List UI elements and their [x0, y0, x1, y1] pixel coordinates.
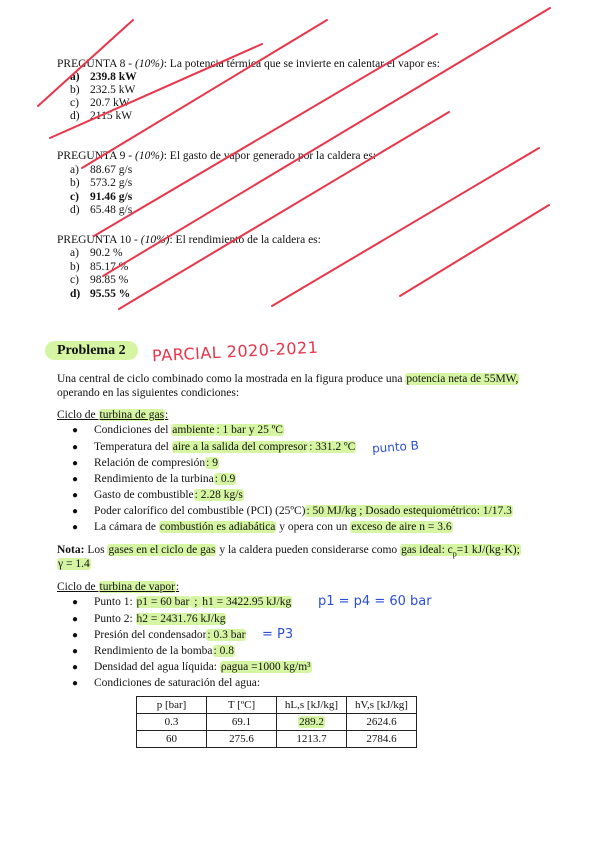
table-cell: 60: [137, 731, 207, 748]
option-value: 85.17 %: [90, 261, 129, 273]
highlight: : 1 bar y 25 ºC: [216, 424, 283, 436]
gas-bullet-turbine-efficiency: [72, 473, 236, 485]
gas-bullet-compression-ratio: [72, 457, 219, 469]
gas-bullet-compressor-temp: [72, 441, 356, 453]
question-10-title: PREGUNTA 10 -: [57, 234, 141, 246]
bullet-icon: ●: [72, 425, 79, 436]
text: Densidad del agua líquida:: [94, 661, 220, 673]
highlight: p1 = 60 bar: [136, 596, 190, 608]
vapor-bullet-pump: [72, 645, 235, 657]
bullet-icon: ●: [72, 522, 79, 533]
option-value: 90.2 %: [90, 247, 123, 259]
option-value: 20.7 kW: [90, 97, 130, 109]
subscript: p: [452, 549, 457, 559]
table-cell: 0.3: [137, 714, 207, 731]
option-label: c): [70, 191, 79, 203]
vapor-bullet-point-1: [72, 596, 292, 608]
heading-colon: :: [175, 581, 180, 593]
bullet-icon: ●: [72, 630, 79, 641]
table-cell: 1213.7: [277, 731, 347, 748]
option-value: 232.5 kW: [90, 84, 136, 96]
gas-cycle-heading: [57, 409, 168, 421]
text: Punto 2:: [94, 613, 136, 625]
table-header: hL,s [kJ/kg]: [277, 697, 347, 714]
option-label: a): [70, 164, 79, 176]
vapor-bullet-point-2: [72, 613, 226, 625]
bullet-icon: ●: [72, 646, 79, 657]
text: Rendimiento de la turbina: [94, 473, 214, 485]
table-cell: 69.1: [207, 714, 277, 731]
text: Poder calorífico del combustible (PCI) (25ºC): [94, 505, 306, 517]
option-value: 573.2 g/s: [90, 177, 133, 189]
vapor-bullet-saturation: [72, 677, 260, 689]
bullet-icon: ●: [72, 442, 79, 453]
option-value: 2115 kW: [90, 110, 133, 122]
question-10-text: : El rendimiento de la caldera es:: [169, 234, 321, 246]
bullet-icon: ●: [72, 614, 79, 625]
problem-title-pill: Problema 2: [45, 341, 138, 360]
option-label: b): [70, 177, 80, 189]
bullet-icon: ●: [72, 490, 79, 501]
gas-bullet-combustion: [72, 521, 453, 533]
option-label: a): [70, 247, 79, 259]
option-label: c): [70, 97, 79, 109]
text: Punto 1:: [94, 596, 136, 608]
option-value: 91.46 g/s: [90, 191, 133, 203]
note-line-2: [57, 558, 91, 570]
heading-text: Ciclo de: [57, 409, 99, 421]
handwritten-note-p1: p1 = p4 = 60 bar: [318, 594, 432, 609]
note-label: Nota:: [57, 544, 85, 556]
intro-text: Una central de ciclo combinado como la mostrada en la figura produce una: [57, 373, 406, 385]
heading-highlight: turbina de vapor: [99, 581, 175, 593]
problem-title: [45, 343, 138, 359]
cross-out-stroke: [94, 34, 437, 236]
highlight: : 9: [206, 457, 218, 469]
table-row: [137, 731, 417, 748]
highlight: combustión es adiabática: [159, 521, 276, 533]
table-header: p [bar]: [137, 697, 207, 714]
bullet-icon: ●: [72, 597, 79, 608]
highlight-gas-ideal: [400, 544, 521, 559]
table-cell: 2784.6: [347, 731, 417, 748]
question-8-weight: (10%): [134, 58, 164, 70]
highlight: : 0.3 bar: [207, 629, 246, 641]
option-value: 88.67 g/s: [90, 164, 133, 176]
vapor-bullet-condenser: [72, 629, 246, 641]
text: y opera con un: [276, 521, 351, 533]
question-10-weight: (10%): [140, 234, 170, 246]
table-header: hV,s [kJ/kg]: [347, 697, 417, 714]
highlight: h2 = 2431.76 kJ/kg: [136, 613, 226, 625]
table-header-row: [137, 697, 417, 714]
bullet-icon: ●: [72, 506, 79, 517]
vapor-cycle-heading: [57, 581, 179, 593]
gas-bullet-fuel-flow: [72, 489, 244, 501]
option-label: d): [70, 288, 81, 300]
cross-out-stroke: [82, 20, 327, 168]
cross-out-stroke: [38, 20, 136, 106]
option-label: a): [70, 71, 80, 83]
highlight: exceso de aire n = 3.6: [351, 521, 452, 533]
text: gas ideal: c: [401, 544, 453, 556]
bullet-icon: ●: [72, 458, 79, 469]
highlight: ambiente: [172, 424, 215, 436]
option-label: c): [70, 274, 79, 286]
highlight: ;: [191, 596, 201, 608]
cross-out-stroke: [119, 112, 449, 309]
question-9-title: PREGUNTA 9 -: [57, 150, 135, 162]
gas-bullet-ambient: [72, 424, 284, 436]
highlight: : 50 MJ/kg ; Dosado estequiométrico: 1/17.3: [306, 505, 512, 517]
table-header: T [ºC]: [207, 697, 277, 714]
table-cell-highlighted: [277, 714, 347, 731]
highlight: : 2.28 kg/s: [194, 489, 243, 501]
option-value: 95.55 %: [90, 288, 131, 300]
gas-bullet-heating-value: [72, 505, 513, 517]
bullet-icon: ●: [72, 474, 79, 485]
cross-out-stroke: [103, 8, 550, 276]
bullet-icon: ●: [72, 662, 79, 673]
highlight: ρagua =1000 kg/m³: [220, 661, 311, 673]
problem-intro-line-2: operando en las siguientes condiciones:: [57, 387, 240, 399]
question-8-text: : La potencia térmica que se invierte en calentar el vapor es:: [163, 58, 440, 70]
bullet-icon: ●: [72, 678, 79, 689]
text: Condiciones de saturación del agua:: [94, 677, 261, 689]
problem-intro-line-1: [57, 373, 519, 385]
question-8-title: PREGUNTA 8 -: [57, 58, 135, 70]
option-label: b): [70, 261, 80, 273]
cross-out-stroke: [272, 148, 539, 306]
highlight: : 0.9: [214, 473, 236, 485]
vapor-bullet-density: [72, 661, 312, 673]
text: Presión del condensador: [94, 629, 207, 641]
question-9-text: : El gasto de vapor generado por la caldera es:: [163, 150, 377, 162]
highlight: gases en el ciclo de gas: [108, 544, 216, 556]
table-cell: 2624.6: [347, 714, 417, 731]
highlight: 289.2: [299, 716, 324, 728]
note-line-1: [57, 544, 521, 558]
intro-highlight: potencia neta de 55MW,: [406, 373, 519, 385]
highlight: h1 = 3422.95 kJ/kg: [202, 596, 292, 608]
text: =1 kJ/(kg·K);: [456, 544, 520, 556]
option-label: b): [70, 84, 80, 96]
table-cell: 275.6: [207, 731, 277, 748]
highlight: : 331.2 ºC: [309, 441, 356, 453]
option-value: 239.8 kW: [90, 71, 137, 83]
highlight: γ = 1.4: [58, 558, 90, 570]
highlight: aire a la salida del compresor: [172, 441, 308, 453]
saturation-table: [136, 696, 417, 748]
table-row: [137, 714, 417, 731]
text: Rendimiento de la bomba: [94, 645, 213, 657]
highlight: : 0.8: [213, 645, 234, 657]
option-label: d): [70, 204, 80, 216]
text: Relación de compresión: [94, 457, 206, 469]
text: y la caldera pueden considerarse como: [216, 544, 401, 556]
handwritten-tag: PARCIAL 2020-2021: [151, 337, 319, 366]
question-9-weight: (10%): [134, 150, 164, 162]
option-label: d): [70, 110, 80, 122]
handwritten-note-p3: = P3: [262, 627, 294, 642]
text: Los: [84, 544, 108, 556]
text: Gasto de combustible: [94, 489, 194, 501]
text: La cámara de: [94, 521, 159, 533]
heading-text: Ciclo de: [57, 581, 99, 593]
heading-highlight: turbina de gas: [99, 409, 165, 421]
text: Condiciones del: [94, 424, 172, 436]
heading-colon: :: [165, 409, 169, 421]
text: Temperatura del: [94, 441, 172, 453]
option-value: 65.48 g/s: [90, 204, 133, 216]
option-value: 98.85 %: [90, 274, 129, 286]
handwritten-note-punto-b: punto B: [371, 438, 420, 456]
cross-out-stroke: [400, 205, 549, 296]
